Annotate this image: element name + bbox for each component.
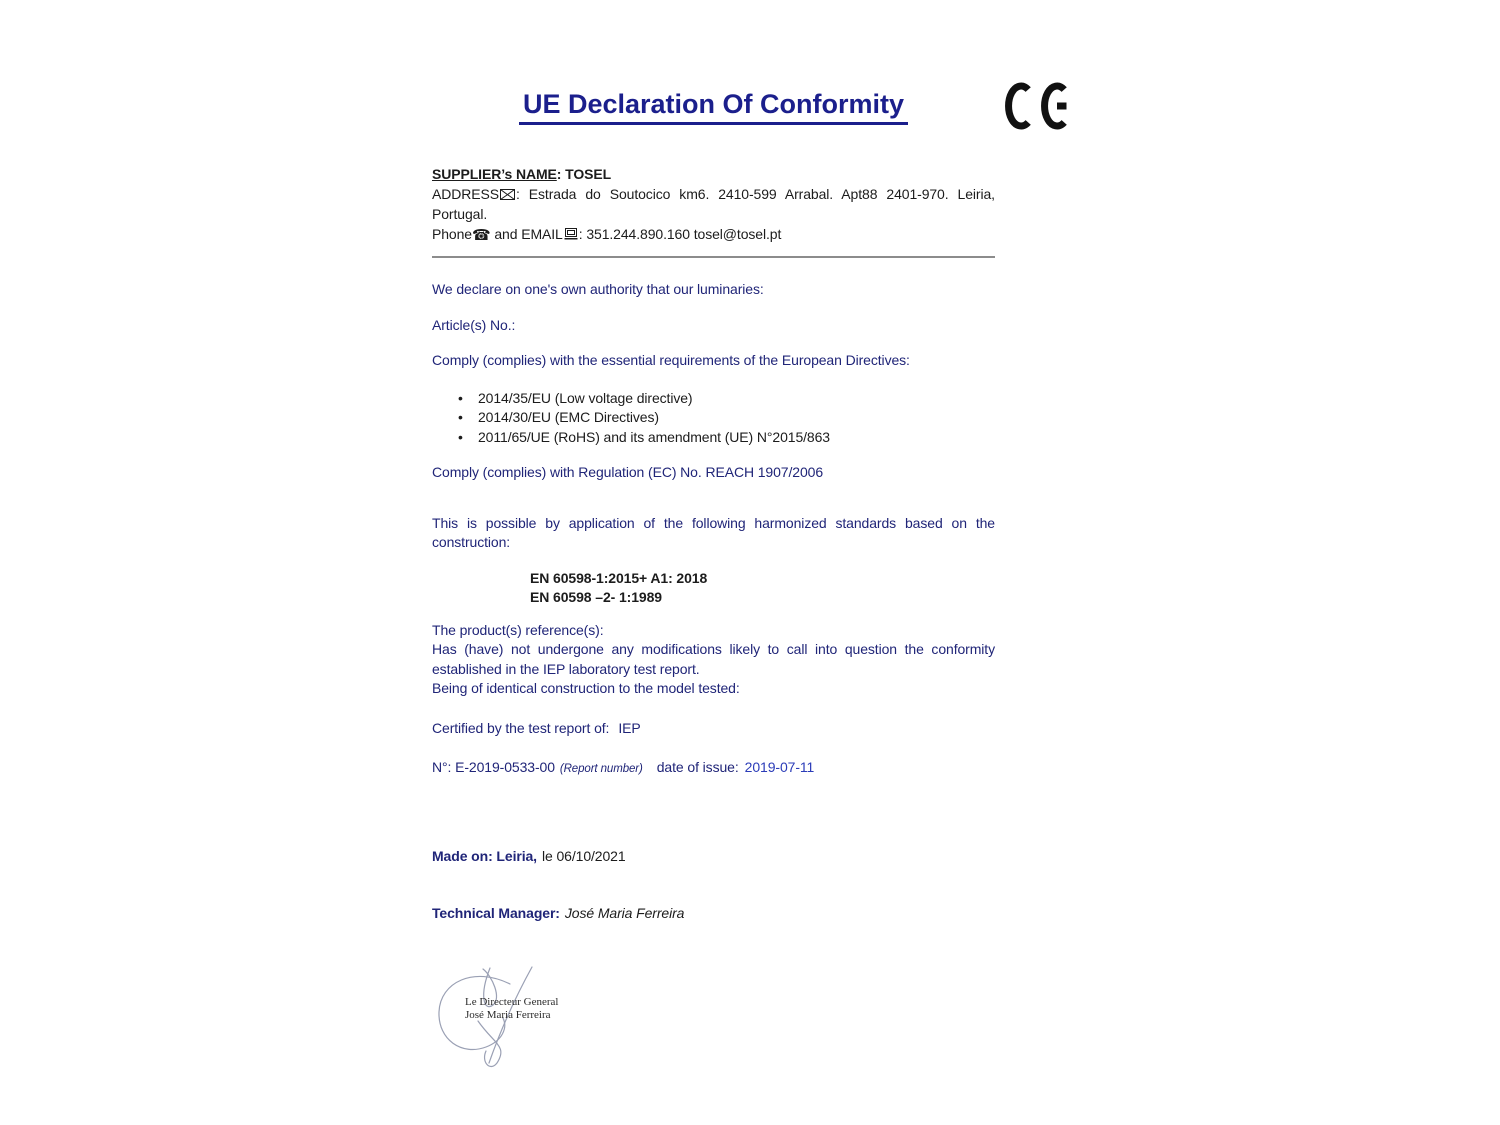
report-number-note: (Report number) (559, 763, 643, 775)
directive-item (432, 428, 995, 448)
supplier-name-line (432, 165, 995, 185)
supplier-contact-line (432, 225, 995, 246)
and-email-label: and EMAIL (490, 225, 563, 242)
supplier-name-label: SUPPLIER’s NAME (432, 166, 557, 182)
certified-label: Certified by the test report of: (432, 719, 610, 736)
certified-line (432, 719, 995, 739)
directive-text: 2014/30/EU (EMC Directives) (478, 409, 659, 425)
comply-directives-line: Comply (complies) with the essential requirements of the European Directives: (432, 352, 910, 368)
standards-block (530, 569, 995, 608)
identical-construction-line: Being of identical construction to the model tested: (432, 680, 740, 696)
signature-title: Le Directeur General (465, 995, 559, 1008)
directive-item (432, 389, 995, 409)
phone-label: Phone (432, 225, 472, 242)
address-sep: : (515, 185, 529, 202)
declaration-intro: We declare on one's own authority that our luminaries: (432, 281, 764, 297)
supplier-block (432, 165, 995, 245)
standard-line: EN 60598 –2- 1:1989 (530, 589, 662, 605)
envelope-icon (500, 186, 515, 206)
signature-area (432, 964, 995, 1074)
supplier-name-sep: : (556, 166, 566, 182)
standard-line: EN 60598-1:2015+ A1: 2018 (530, 569, 708, 586)
certified-value: IEP (618, 719, 641, 736)
phone-icon: ☎ (471, 225, 491, 244)
directive-item (432, 408, 995, 428)
email-value: tosel@tosel.pt (693, 225, 782, 242)
no-modifications-line: Has (have) not undergone any modifications likely to call into question the conformity established in the IEP laboratory test report. (432, 641, 995, 677)
made-on-line (432, 847, 995, 867)
made-on-label: Made on: Leiria, (432, 847, 537, 864)
supplier-name-value: TOSEL (565, 166, 612, 182)
separator-rule (432, 256, 995, 258)
directive-text: 2014/35/EU (Low voltage directive) (478, 389, 693, 406)
issue-date-value: 2019-07-11 (744, 759, 815, 775)
signature-text (465, 996, 558, 1023)
report-number: N°: E-2019-0533-00 (432, 759, 555, 775)
issue-date-label: date of issue: (656, 759, 739, 775)
page-title: UE Declaration Of Conformity (519, 88, 908, 125)
product-reference-line: The product(s) reference(s): (432, 621, 604, 638)
articles-line: Article(s) No.: (432, 316, 516, 333)
supplier-address-line (432, 185, 995, 225)
phone-value: 351.244.890.160 (586, 225, 690, 242)
directives-list (432, 389, 995, 448)
technical-manager-line (432, 904, 995, 924)
technical-manager-label: Technical Manager: (432, 905, 560, 921)
comply-reach-line: Comply (complies) with Regulation (EC) No. REACH 1907/2006 (432, 464, 824, 480)
address-label: ADDRESS (432, 185, 499, 202)
harmonized-intro: This is possible by application of the following harmonized standards based on the construction: (432, 514, 995, 550)
signature-name: José Maria Ferreira (465, 1009, 551, 1021)
made-on-value: le 06/10/2021 (541, 847, 626, 864)
computer-icon (564, 226, 578, 246)
technical-manager-value: José Maria Ferreira (564, 905, 685, 921)
ce-mark-icon (1005, 82, 1077, 135)
product-reference-block (432, 621, 995, 699)
directive-text: 2011/65/UE (RoHS) and its amendment (UE) N°2015/863 (478, 428, 830, 445)
document-body (432, 0, 995, 1074)
report-line (432, 758, 995, 780)
contact-sep: : (578, 225, 587, 242)
address-value: Estrada do Soutocico km6. 2410-599 Arrabal. Apt88 2401-970. Leiria, Portugal. (432, 185, 995, 222)
